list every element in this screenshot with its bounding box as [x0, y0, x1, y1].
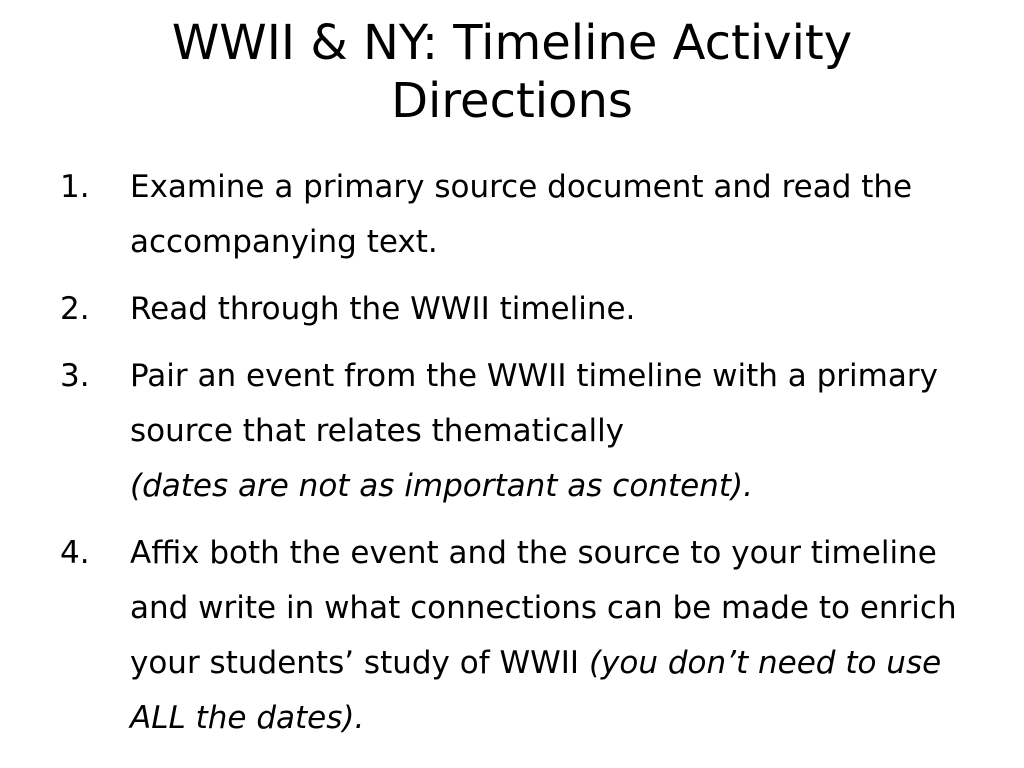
list-item-number: 1.	[60, 169, 90, 205]
list-item-note: (you don’t need to use ALL the dates).	[130, 645, 942, 736]
list-item-number: 2.	[60, 291, 90, 327]
list-item-body: Examine a primary source document and read the accompanying text.	[130, 169, 913, 260]
list-item-body: Affix both the event and the source to your timeline and write in what connections can be made to enrich your students’ study of WWII	[130, 535, 957, 681]
slide-title: WWII & NY: Timeline Activity Directions	[171, 15, 853, 129]
list-item-note: (dates are not as important as content).	[130, 468, 753, 504]
list-item-text	[130, 160, 960, 270]
list-item-text	[130, 282, 960, 337]
list-item	[60, 349, 960, 514]
list-item-number: 4.	[60, 535, 90, 571]
directions-list	[60, 160, 960, 758]
list-item	[60, 282, 960, 337]
list-item-text	[130, 349, 960, 514]
list-item-number: 3.	[60, 358, 90, 394]
list-item-body: Pair an event from the WWII timeline with a primary source that relates thematically	[130, 358, 938, 449]
list-item	[60, 526, 960, 746]
list-item	[60, 160, 960, 270]
list-item-body: Read through the WWII timeline.	[130, 291, 636, 327]
list-item-text	[130, 526, 960, 746]
